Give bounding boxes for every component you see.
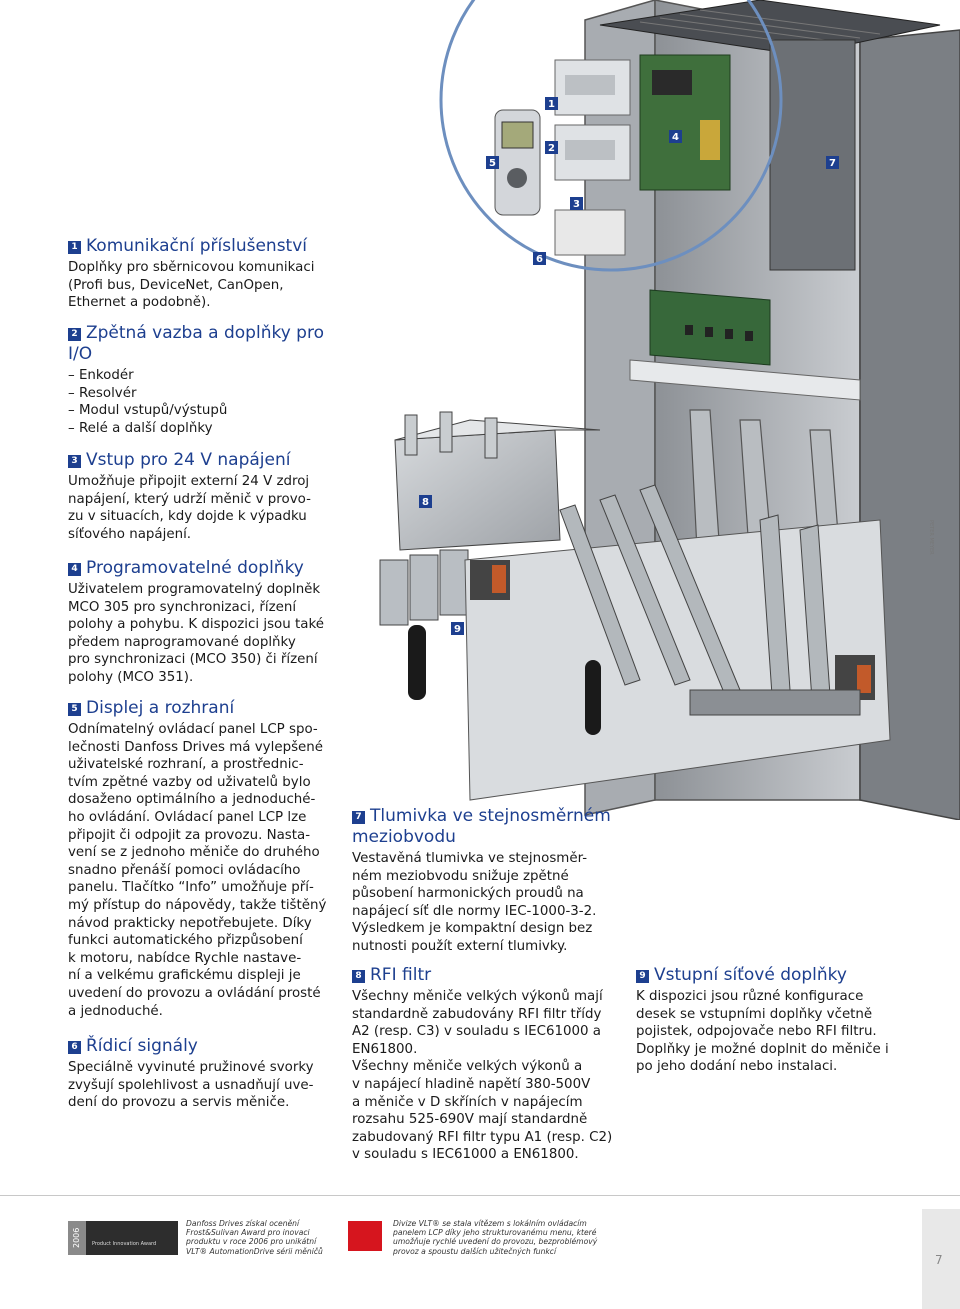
section-title: 6 Řídicí signály [68, 1036, 358, 1057]
section-number: 8 [352, 970, 365, 983]
list-item: – Modul vstupů/výstupů [68, 402, 358, 420]
page-footer [0, 1195, 960, 1309]
callout-3-text: 3 [573, 199, 580, 210]
section-programmable-options [68, 558, 368, 687]
section-body: Uživatelem programovatelný doplněk MCO 305 pro synchronizaci, řízení polohy a pohybu. K dispozici jsou také předem naprogramované doplňky pro synchronizaci (MCO 350) či řízení polohy (MCO 351). [68, 582, 324, 685]
control-terminals [555, 210, 625, 255]
list-item: – Enkodér [68, 367, 358, 385]
callout-6-text: 6 [536, 254, 543, 265]
section-dc-choke [352, 806, 632, 956]
drive-cabinet-illustration [355, 0, 960, 820]
section-number: 1 [68, 241, 81, 254]
rfi-filter-box [395, 430, 560, 550]
award-caption: Danfoss Drives získal ocenění Frost&Sulivan Award pro inovaci produktu v roce 2006 pro unikátní VLT® AutomationDrive sérii měničů [186, 1219, 323, 1256]
footer-divider [0, 1195, 960, 1196]
page-number: 7 [935, 1253, 943, 1267]
section-title: 1 Komunikační příslušenství [68, 236, 358, 257]
callout-2-text: 2 [548, 143, 555, 154]
section-control-signals [68, 1036, 358, 1112]
section-number: 2 [68, 328, 81, 341]
section-body: Všechny měniče velkých výkonů mají standardně zabudovány RFI filtr třídy A2 (resp. C3) v souladu s IEC61000 a EN61800. Všechny měniče velkých výkonů a v napájecí hladině napětí 380-500V a měniče v D skříních v napájecím rozsahu 525-690V mají standardně zabudovaný RFI filtr typu A1 (resp. C2) v souladu s IEC61000 a EN61800. [352, 989, 613, 1163]
option-list [68, 367, 358, 437]
section-number: 4 [68, 563, 81, 576]
section-rfi-filter [352, 965, 632, 1164]
section-display-interface [68, 698, 358, 1020]
frost-sullivan-award-logo [68, 1221, 178, 1255]
section-24v-supply [68, 450, 358, 543]
section-title: 4 Programovatelné doplňky [68, 558, 368, 579]
artist-signature: PETER MEYER [928, 520, 934, 555]
callout-9-text: 9 [454, 624, 461, 635]
award-label: Product Innovation Award [92, 1241, 157, 1247]
award-year: 2006 [68, 1221, 86, 1255]
section-number: 7 [352, 811, 365, 824]
section-body: Speciálně vyvinuté pružinové svorky zvyšují spolehlivost a usnadňují uve- dení do provozu a servis měniče. [68, 1060, 314, 1111]
section-title: 9 Vstupní síťové doplňky [636, 965, 936, 986]
callout-4-text: 4 [672, 132, 679, 143]
section-title: 7 Tlumivka ve stejnosměrném meziobvodu [352, 806, 611, 847]
section-body: K dispozici jsou různé konfigurace desek se vstupními doplňky včetně pojistek, odpojovače nebo RFI filtru. Doplňky je možné doplnit do měniče i po jeho dodání nebo instalaci. [636, 989, 889, 1075]
section-title: 5 Displej a rozhraní [68, 698, 358, 719]
section-number: 9 [636, 970, 649, 983]
section-body: Vestavěná tlumivka ve stejnosměr- ném meziobvodu snižuje zpětné působení harmonických proudů na napájecí síť dle normy IEC-1000-3-2. Výsledkem je kompaktní design bez nutnosti použít externí tlumivky. [352, 851, 597, 954]
callout-5-text: 5 [489, 158, 496, 169]
section-body: Umožňuje připojit externí 24 V zdroj napájení, který udrží měnič v provo- zu v situacích, kdy dojde k výpadku síťového napájení. [68, 474, 311, 542]
if-award-caption: Divize VLT® se stala vítězem s lokálním ovládacím panelem LCP díky jeho strukturovanému menu, které umožňuje rychlé uvedení do provozu, bezproblémový provoz a spoustu dalších užitečných funkcí [393, 1219, 598, 1256]
control-frame [770, 40, 855, 270]
list-item: – Relé a další doplňky [68, 420, 358, 438]
section-feedback-io [68, 323, 358, 437]
section-communication [68, 236, 358, 312]
section-body: Odnímatelný ovládací panel LCP spo- lečnosti Danfoss Drives má vylepšené uživatelské rozhraní, a prostřednic- tvím zpětné vazby od uživatelů bylo dosaženo optimálního a jednoduché- ho ovládání. Ovládací panel LCP lze připojit či odpojit za provozu. Nasta- vení se z jednoho měniče do druhého snadno přenáší pomoci ovládacího panelu. Tlačítko “Info” umožňuje pří- mý přístup do nápovědy, takže tištěný návod prakticky nepotřebujete. Díky funkci automatického přizpůsobení k motoru, nabídce Rychle nastave- ní a velkému grafickému displeji je uvedení do provozu a ovládání prosté a jednoduché. [68, 722, 327, 1019]
section-title: 8 RFI filtr [352, 965, 632, 986]
section-number: 3 [68, 455, 81, 468]
section-title: 2 Zpětná vazba a doplňky pro I/O [68, 323, 324, 364]
section-body: Doplňky pro sběrnicovou komunikaci (Profi bus, DeviceNet, CanOpen, Ethernet a podobně). [68, 260, 315, 311]
section-title: 3 Vstup pro 24 V napájení [68, 450, 358, 471]
callout-7-text: 7 [829, 158, 836, 169]
callout-1-text: 1 [548, 99, 555, 110]
if-design-award-logo [348, 1221, 382, 1251]
section-number: 6 [68, 1041, 81, 1054]
handle-lower [585, 660, 601, 735]
section-mains-input-options [636, 965, 936, 1076]
callout-8-text: 8 [422, 497, 429, 508]
list-item: – Resolvér [68, 385, 358, 403]
section-number: 5 [68, 703, 81, 716]
disconnect-handle [408, 625, 426, 700]
